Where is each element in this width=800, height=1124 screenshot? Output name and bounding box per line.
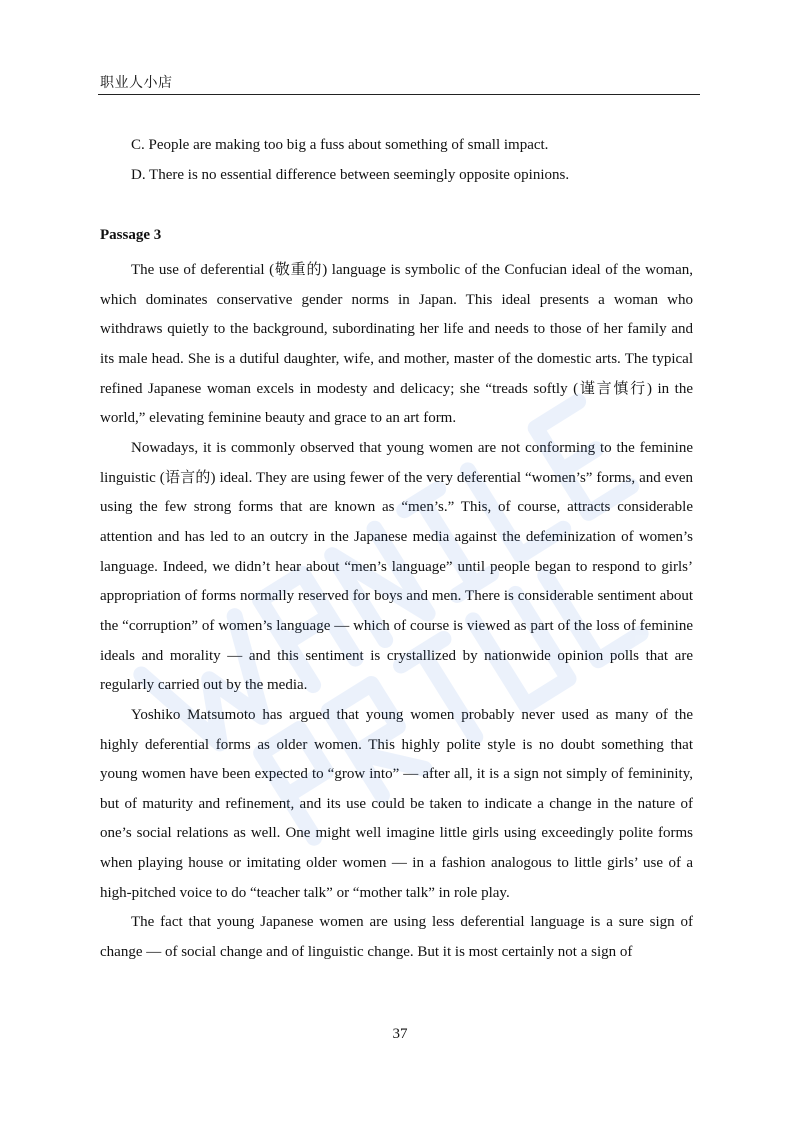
passage-body [100, 256, 693, 968]
header-divider [98, 94, 700, 95]
page-header-title: 职业人小店 [100, 75, 173, 91]
page-number: 37 [392, 1026, 408, 1042]
answer-option-d: D. There is no essential difference between seemingly opposite opinions. [131, 167, 570, 183]
paragraph-1: The use of deferential (敬重的) language is symbolic of the Confucian ideal of the woman, which dominates conservative gender norms in Japan. This ideal presents a woman who withdraws quietly to the background, subordinating her life and needs to those of her family and its male head. She is a dutiful daughter, wife, and mother, master of the domestic arts. The typical refined Japanese woman excels in modesty and delicacy; she “treads softly (谨言慎行) in the world,” elevating feminine beauty and grace to an art form. [100, 262, 693, 427]
paragraph-3: Yoshiko Matsumoto has argued that young women probably never used as many of the highly deferential forms as older women. This highly polite style is no doubt something that young women have been expected to “grow into” — after all, it is a sign not simply of femininity, but of maturity and refinement, and its use could be taken to indicate a change in the nature of one’s social relations as well. One might well imagine little girls using exceedingly polite forms when playing house or imitating older women — in a fashion analogous to little girls’ use of a high-pitched voice to do “teacher talk” or “mother talk” in role play. [100, 706, 693, 901]
passage-title: Passage 3 [100, 227, 162, 243]
answer-option-c: C. People are making too big a fuss about something of small impact. [131, 137, 549, 153]
paragraph-2: Nowadays, it is commonly observed that young women are not conforming to the feminine linguistic (语言的) ideal. They are using fewer of the very deferential “women’s” forms, and even using the few strong forms that are known as “men’s.” This, of course, attracts considerable attention and has led to an outcry in the Japanese media against the defeminization of women’s language. Indeed, we didn’t hear about “men’s language” until people began to respond to girls’ appropriation of forms normally reserved for boys and men. There is considerable sentiment about the “corruption” of women’s language — which of course is viewed as part of the loss of feminine ideals and morality — and this sentiment is crystallized by nationwide opinion polls that are regularly carried out by the media. [100, 439, 693, 694]
paragraph-4: The fact that young Japanese women are using less deferential language is a sure sign of change — of social change and of linguistic change. But it is most certainly not a sign of [100, 914, 693, 961]
